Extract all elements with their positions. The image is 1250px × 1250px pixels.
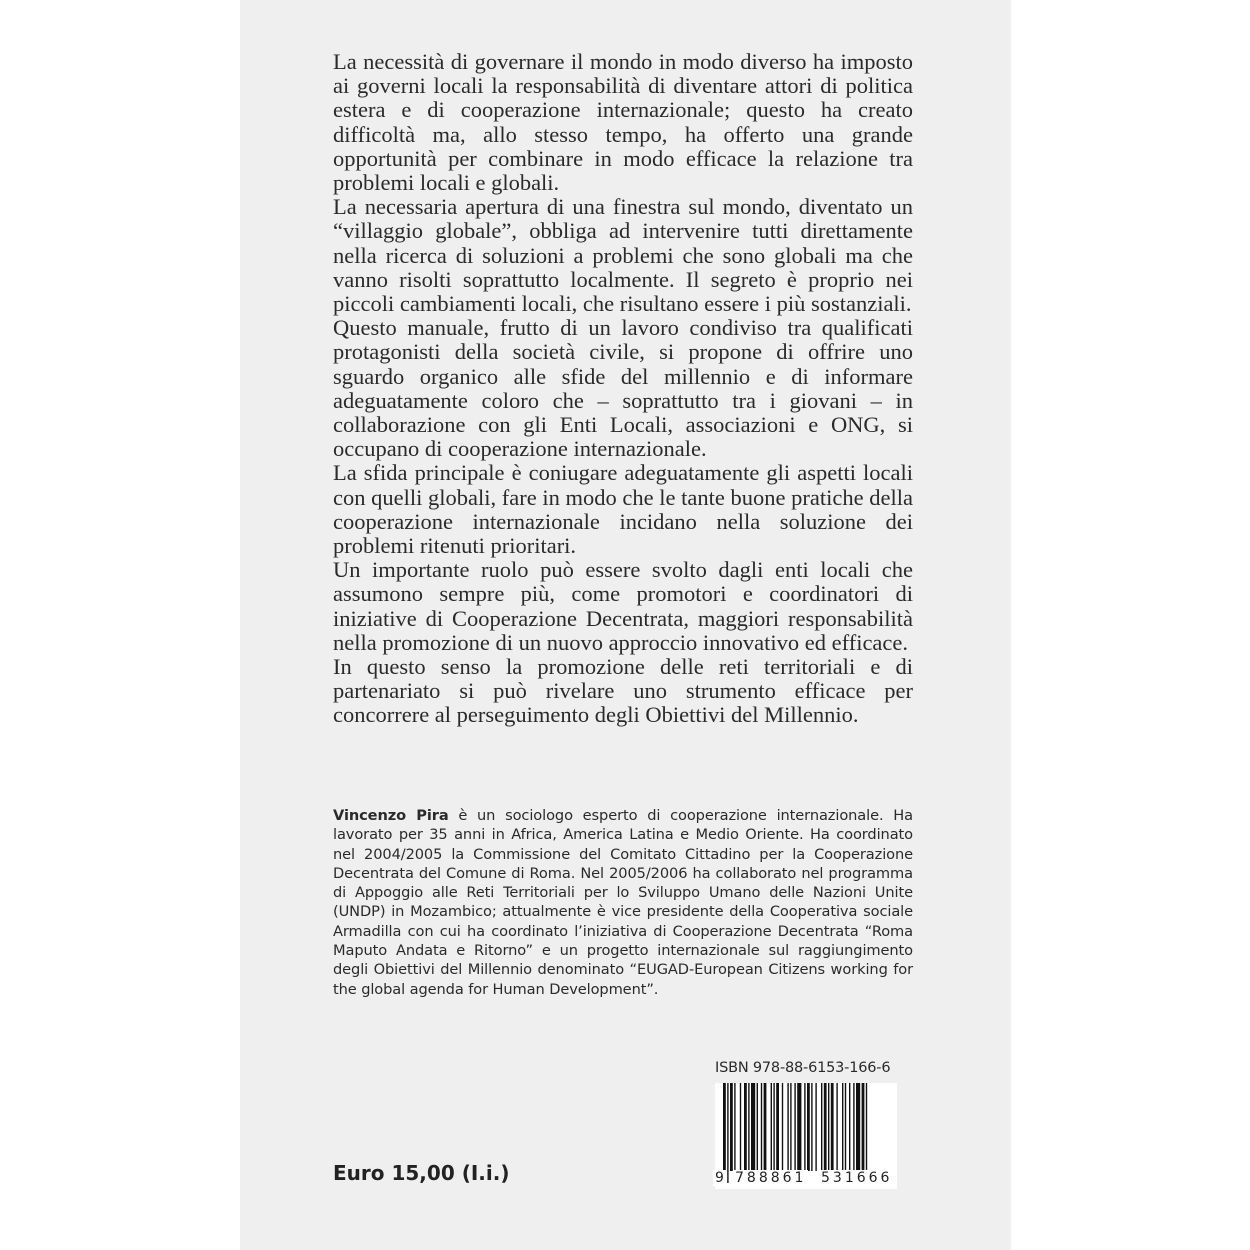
blurb-paragraph: La sfida principale è coniugare adeguatamente gli aspetti locali con quelli globali, fare in modo che le tante buone pratiche della cooperazione internazionale incidano nella soluzione dei problemi ritenuti prioritari. — [333, 460, 913, 559]
barcode-bar — [727, 1083, 728, 1183]
barcode-bar — [815, 1083, 816, 1171]
blurb-paragraph: Questo manuale, frutto di un lavoro condiviso tra qualificati protagonisti della società civile, si propone di offrire uno sguardo organico alle sfide del millennio e di informare adeguatamente coloro che – soprattutto tra i giovani – in collaborazione con gli Enti Locali, associazioni e ONG, si occupano di cooperazione internazionale. — [333, 315, 913, 462]
barcode-digits-right: 531666 — [821, 1170, 893, 1186]
barcode-bar — [723, 1083, 726, 1183]
barcode-bar — [734, 1083, 735, 1171]
barcode-bars — [715, 1083, 897, 1183]
blurb-paragraph: In questo senso la promozione delle reti territoriali e di partenariato si può rivelare uno strumento efficace per concorrere al perseguimento degli Obiettivi del Millennio. — [333, 654, 913, 728]
barcode-bar — [748, 1083, 749, 1171]
barcode-bar — [797, 1083, 801, 1171]
author-bio — [333, 806, 913, 999]
barcode-bar — [771, 1083, 772, 1171]
barcode-bar — [744, 1083, 747, 1171]
barcode-bar — [842, 1083, 843, 1171]
barcode-bar — [862, 1083, 865, 1171]
barcode-bar — [853, 1083, 854, 1171]
barcode-bar — [866, 1083, 867, 1183]
barcode-bar — [849, 1083, 850, 1171]
barcode-bar — [824, 1083, 827, 1171]
barcode-bar — [751, 1083, 755, 1171]
barcode-bar — [804, 1083, 805, 1171]
blurb-paragraph: La necessità di governare il mondo in modo diverso ha imposto ai governi locali la responsabilità di diventare attori di politica estera e di cooperazione internazionale; questo ha creato difficoltà ma, allo stesso tempo, ha offerto una grande opportunità per combinare in modo efficace la relazione tra problemi locali e globali. — [333, 49, 913, 196]
barcode-bar — [836, 1083, 837, 1171]
barcode-bar — [773, 1083, 774, 1171]
barcode-bar — [787, 1083, 788, 1171]
isbn-label: ISBN 978-88-6153-166-6 — [715, 1060, 891, 1076]
barcode-bar — [856, 1083, 860, 1171]
barcode-bar — [794, 1083, 795, 1183]
barcode-bar — [807, 1083, 810, 1171]
barcode-bar — [761, 1083, 762, 1171]
barcode-bar — [828, 1083, 829, 1171]
barcode-bar — [776, 1083, 779, 1171]
price: Euro 15,00 (I.i.) — [333, 1161, 510, 1185]
barcode-digits-left: 788861 — [735, 1170, 807, 1186]
barcode-bar — [782, 1083, 783, 1171]
barcode-bar — [831, 1083, 834, 1171]
barcode-bar — [757, 1083, 758, 1171]
author-name: Vincenzo Pira — [333, 807, 449, 824]
barcode-bar — [730, 1083, 733, 1171]
blurb-paragraph: Un importante ruolo può essere svolto dagli enti locali che assumono sempre più, come promotori e coordinatori di iniziative di Cooperazione Decentrata, maggiori responsabilità nella promozione di un nuovo approccio innovativo ed efficace. — [333, 557, 913, 655]
barcode-bar — [740, 1083, 741, 1171]
barcode-bar — [764, 1083, 767, 1171]
barcode-digit-first: 9 — [715, 1170, 724, 1186]
barcode-bar — [845, 1083, 846, 1171]
barcode-bar — [790, 1083, 791, 1171]
barcode-bar — [811, 1083, 812, 1171]
author-bio-text: è un sociologo esperto di cooperazione internazionale. Ha lavorato per 35 anni in Africa, America Latina e Medio Oriente. Ha coordinato nel 2004/2005 la Commissione del Comitato Cittadino per la Cooperazione Decentrata del Comune di Roma. Nel 2005/2006 ha collaborato nel programma di Appoggio alle Reti Territoriali per lo Sviluppo Umano delle Nazioni Unite (UNDP) in Mozambico; attualmente è vice presidente della Cooperativa sociale Armadilla con cui ha coordinato l’iniziativa di Cooperazione Decentrata “Roma Maputo Andata e Ritorno” e un progetto internazionale sul raggiungimento degli Obiettivi del Millennio denominato “EUGAD-European Citizens working for the global agenda for Human Development”. — [333, 807, 913, 998]
blurb-paragraph: La necessaria apertura di una finestra sul mondo, diventato un “villaggio globale”, obbliga ad intervenire tutti direttamente nella ricerca di soluzioni a problemi che sono globali ma che vanno risolti soprattutto localmente. Il segreto è proprio nei piccoli cambiamenti locali, che risultano essere i più sostanziali. — [333, 194, 913, 317]
barcode-bar — [821, 1083, 822, 1171]
blurb-text — [333, 50, 913, 728]
